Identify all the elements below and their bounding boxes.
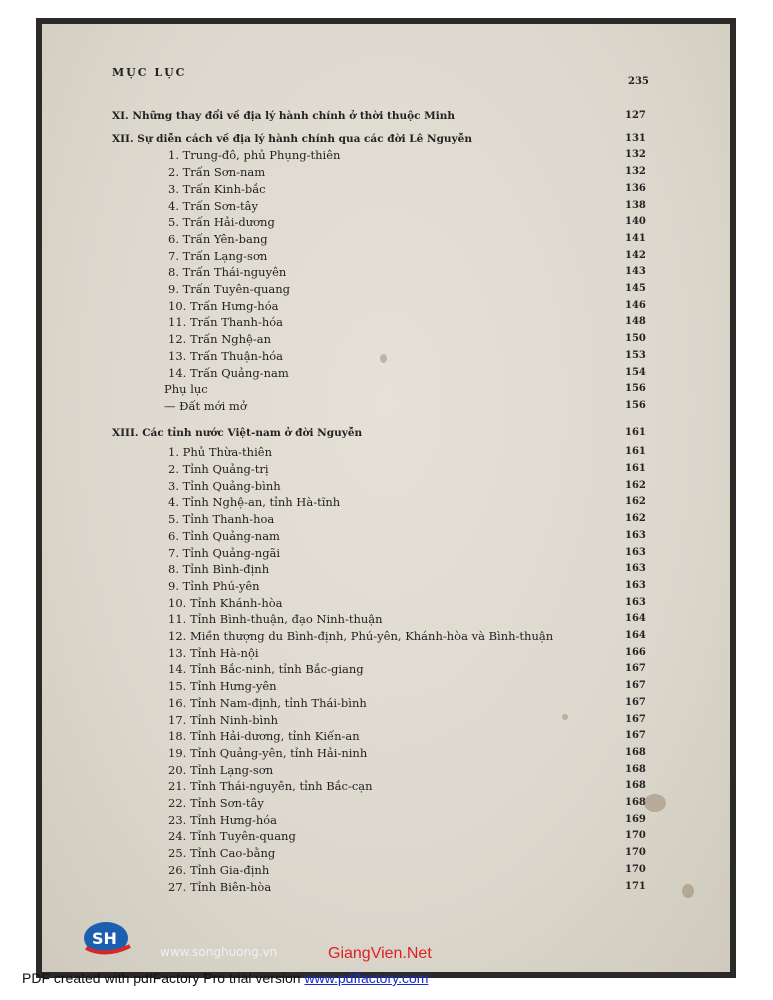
toc-title: — Đất mới mở (164, 398, 247, 413)
toc-entry (42, 214, 730, 230)
toc-title: 7. Trấn Lạng-sơn (168, 248, 268, 263)
toc-title: 1. Trung-đô, phủ Phụng-thiên (168, 148, 341, 163)
toc-page-number: 161 (625, 446, 646, 458)
toc-title: 22. Tỉnh Sơn-tây (168, 796, 264, 810)
toc-entry (42, 545, 730, 561)
toc-entry (42, 678, 730, 694)
toc-page-number: 167 (625, 713, 646, 725)
toc-title: 4. Trấn Sơn-tây (168, 198, 258, 213)
toc-title: XII. Sự diễn cách về địa lý hành chính qua các đời Lê Nguyễn (112, 132, 472, 145)
toc-page-number: 156 (625, 399, 646, 411)
toc-page-number: 142 (625, 249, 646, 261)
toc-entry (42, 461, 730, 477)
toc-title: 10. Tỉnh Khánh-hòa (168, 595, 283, 610)
toc-entry (42, 281, 730, 297)
toc-page-number: 161 (625, 426, 646, 438)
toc-entry (42, 712, 730, 728)
page-heading: MỤC LỤC (112, 66, 187, 79)
toc-entry (42, 879, 730, 895)
toc-entry (42, 198, 730, 214)
toc-title: 11. Trấn Thanh-hóa (168, 315, 284, 330)
toc-page-number: 132 (625, 166, 646, 178)
toc-title: 14. Tỉnh Bắc-ninh, tỉnh Bắc-giang (168, 662, 364, 677)
toc-page-number: 162 (625, 479, 646, 491)
toc-entry (42, 331, 730, 347)
toc-title: 10. Trấn Hưng-hóa (168, 298, 279, 313)
toc-entry (42, 528, 730, 544)
toc-title: 2. Tỉnh Quảng-trị (168, 462, 269, 476)
toc-page-number: 168 (625, 746, 646, 758)
toc-page-number: 166 (625, 646, 646, 658)
pdf-footer (22, 970, 428, 986)
table-of-contents (42, 24, 730, 972)
toc-entry (42, 494, 730, 510)
toc-entry (42, 695, 730, 711)
toc-entry (42, 611, 730, 627)
toc-entry (42, 795, 730, 811)
toc-title: 3. Trấn Kinh-bắc (168, 181, 266, 196)
paper-stain (682, 884, 694, 898)
toc-title: Phụ lục (164, 382, 208, 397)
toc-page-number: 164 (625, 613, 646, 625)
toc-page-number: 136 (625, 182, 646, 194)
toc-entry (42, 511, 730, 527)
toc-title: 16. Tỉnh Nam-định, tỉnh Thái-bình (168, 695, 367, 710)
toc-page-number: 132 (625, 149, 646, 161)
toc-title: 25. Tỉnh Cao-bằng (168, 846, 276, 861)
toc-entry (42, 661, 730, 677)
toc-page-number: 163 (625, 579, 646, 591)
toc-entry (42, 812, 730, 828)
toc-entry (42, 398, 730, 414)
toc-title: 1. Phủ Thừa-thiên (168, 445, 272, 460)
toc-page-number: 163 (625, 529, 646, 541)
toc-entry (42, 248, 730, 264)
toc-page-number: 163 (625, 563, 646, 575)
site-url[interactable]: www.songhuong.vn (160, 945, 278, 959)
toc-title: 26. Tỉnh Gia-định (168, 862, 270, 877)
toc-title: 12. Trấn Nghệ-an (168, 332, 272, 347)
toc-entry (42, 828, 730, 844)
toc-page-number: 170 (625, 847, 646, 859)
pdffactory-link[interactable]: www.pdffactory.com (304, 970, 429, 986)
toc-entry (42, 595, 730, 611)
toc-title: 12. Miền thượng du Bình-định, Phú-yên, Khánh-hòa và Bình-thuận (168, 629, 554, 643)
toc-page-number: 164 (625, 630, 646, 641)
toc-page-number: 162 (625, 513, 646, 525)
songhuong-logo (80, 918, 140, 958)
book-page (42, 24, 730, 972)
toc-page-number: 140 (625, 216, 646, 228)
toc-title: 6. Trấn Yên-bang (168, 231, 268, 246)
paper-stain (562, 714, 568, 720)
toc-page-number: 168 (625, 797, 646, 808)
toc-page-number: 161 (625, 463, 646, 474)
toc-page-number: 163 (625, 546, 646, 558)
toc-title: 17. Tỉnh Ninh-bình (168, 712, 279, 727)
toc-title: 13. Tỉnh Hà-nội (168, 645, 259, 660)
logo-text: SH (92, 929, 117, 948)
toc-entry (42, 762, 730, 778)
toc-entry (42, 365, 730, 381)
toc-entry (42, 181, 730, 197)
toc-title: 9. Trấn Tuyên-quang (168, 282, 290, 296)
toc-title: 4. Tỉnh Nghệ-an, tỉnh Hà-tĩnh (168, 495, 341, 510)
toc-entry (42, 862, 730, 878)
toc-page-number: 167 (625, 730, 646, 742)
toc-title: XI. Những thay đổi về địa lý hành chính ở thời thuộc Minh (112, 110, 456, 122)
toc-title: 5. Tỉnh Thanh-hoa (168, 512, 275, 527)
paper-stain (380, 354, 387, 363)
toc-entry (42, 478, 730, 494)
toc-chapter (42, 108, 730, 124)
toc-title: 14. Trấn Quảng-nam (168, 365, 289, 380)
toc-title: 2. Trấn Sơn-nam (168, 165, 266, 180)
toc-title: 21. Tỉnh Thái-nguyên, tỉnh Bắc-cạn (168, 779, 373, 794)
toc-title: 24. Tỉnh Tuyên-quang (168, 829, 296, 844)
toc-page-number: 169 (625, 813, 646, 825)
toc-page-number: 141 (625, 232, 646, 244)
toc-entry (42, 628, 730, 644)
toc-entry (42, 645, 730, 661)
toc-title: 27. Tỉnh Biên-hòa (168, 879, 272, 894)
toc-title: 9. Tỉnh Phú-yên (168, 578, 260, 593)
toc-page-number: 168 (625, 780, 646, 792)
toc-page-number: 148 (625, 316, 646, 328)
toc-entry (42, 444, 730, 460)
toc-entry (42, 845, 730, 861)
toc-page-number: 170 (625, 830, 646, 842)
toc-page-number: 153 (625, 349, 646, 361)
toc-page-number: 167 (625, 663, 646, 675)
toc-chapter (42, 425, 730, 441)
toc-page-number: 143 (625, 266, 646, 278)
watermark: GiangVien.Net (328, 945, 432, 962)
toc-page-number: 167 (625, 680, 646, 692)
toc-entry (42, 264, 730, 280)
page-number: 235 (628, 76, 649, 87)
toc-entry (42, 728, 730, 744)
toc-title: 13. Trấn Thuận-hóa (168, 348, 284, 363)
toc-title: 8. Tỉnh Bình-định (168, 562, 270, 577)
toc-page-number: 170 (625, 863, 646, 875)
toc-title: 8. Trấn Thái-nguyên (168, 265, 287, 280)
toc-title: XIII. Các tỉnh nước Việt-nam ở đời Nguyễn (112, 426, 363, 439)
toc-title: 6. Tỉnh Quảng-nam (168, 528, 280, 543)
toc-entry (42, 578, 730, 594)
toc-page-number: 145 (625, 283, 646, 294)
toc-title: 3. Tỉnh Quảng-bình (168, 478, 281, 493)
toc-page-number: 150 (625, 333, 646, 345)
toc-page-number: 146 (625, 299, 646, 311)
toc-entry (42, 298, 730, 314)
toc-entry (42, 561, 730, 577)
toc-entry (42, 745, 730, 761)
toc-title: 11. Tỉnh Bình-thuận, đạo Ninh-thuận (168, 612, 383, 627)
toc-page-number: 127 (625, 110, 646, 121)
toc-title: 20. Tỉnh Lạng-sơn (168, 762, 274, 777)
toc-page-number: 168 (625, 763, 646, 775)
toc-title: 7. Tỉnh Quảng-ngãi (168, 545, 281, 560)
toc-page-number: 163 (625, 596, 646, 608)
toc-title: 15. Tỉnh Hưng-yên (168, 679, 277, 694)
toc-title: 23. Tỉnh Hưng-hóa (168, 812, 278, 827)
toc-entry (42, 314, 730, 330)
toc-page-number: 138 (625, 199, 646, 211)
toc-page-number: 171 (625, 880, 646, 892)
toc-entry (42, 164, 730, 180)
toc-entry (42, 381, 730, 397)
toc-title: 18. Tỉnh Hải-dương, tỉnh Kiến-an (168, 729, 360, 744)
pdf-footer-text: PDF created with pdfFactory Pro trial version (22, 970, 305, 986)
toc-page-number: 162 (625, 496, 646, 508)
toc-page-number: 156 (625, 383, 646, 395)
toc-chapter (42, 131, 730, 147)
toc-entry (42, 147, 730, 163)
toc-entry (42, 778, 730, 794)
toc-page-number: 167 (625, 696, 646, 708)
toc-page-number: 131 (625, 132, 646, 144)
toc-title: 19. Tỉnh Quảng-yên, tỉnh Hải-ninh (168, 745, 368, 760)
paper-stain (644, 794, 666, 812)
toc-page-number: 154 (625, 366, 646, 378)
toc-title: 5. Trấn Hải-dương (168, 215, 275, 230)
toc-entry (42, 231, 730, 247)
